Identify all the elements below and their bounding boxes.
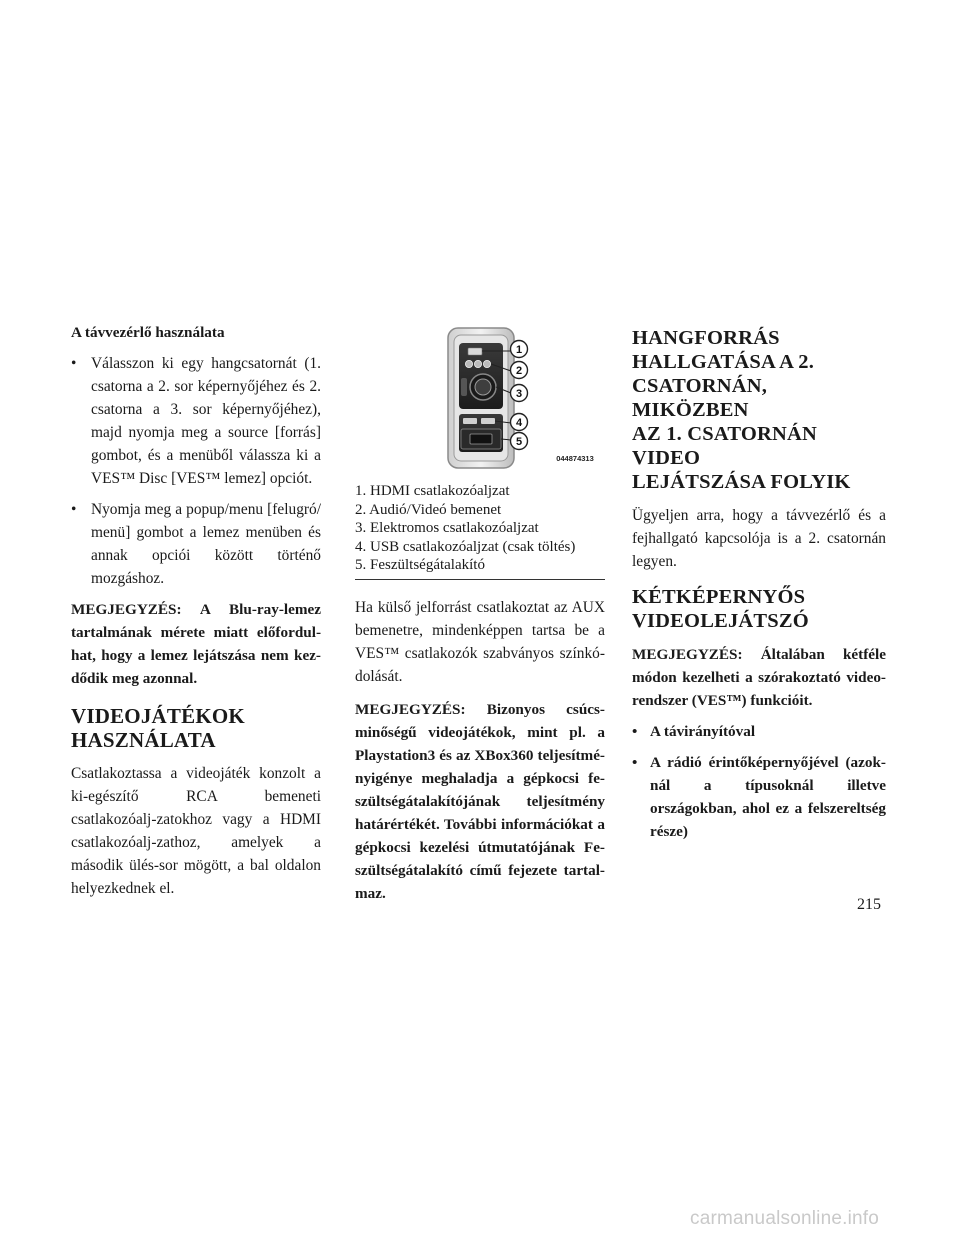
bullet-text: Nyomja meg a popup/menu [felugró/ menü] gombot a lemez menüben és annak opciói között történő mozgáshoz. bbox=[91, 501, 321, 587]
heading-line: HALLGATÁSA A 2. bbox=[632, 351, 815, 373]
heading-line: CSATORNÁN, MIKÖZBEN bbox=[632, 375, 768, 421]
callout-label: 2 bbox=[515, 365, 523, 377]
bullet-text: Válasszon ki egy hangcsatornát (1. csatorna a 2. sor képernyőjéhez és 2. csatorna a 3. sor képernyőjéhez), majd nyomja meg a source [forrás] gombot, és a menüből válassza ki a VES™ Disc [VES™ lemez] opciót. bbox=[91, 355, 321, 487]
caption-item: 3. Elektromos csatlakozóaljzat bbox=[355, 520, 539, 536]
column-middle bbox=[355, 326, 605, 919]
figure-code: 044874313 bbox=[556, 454, 594, 463]
figure-captions bbox=[355, 482, 605, 580]
heading-line: AZ 1. CSATORNÁN VIDEO bbox=[632, 423, 818, 469]
connector-panel-figure bbox=[355, 326, 605, 476]
note-bluray: MEGJEGYZÉS: A Blu-ray-lemez tartalmának mérete miatt előfordul-hat, hogy a lemez lejátszása nem kez-dődik meg azonnal. bbox=[71, 601, 321, 687]
list-item bbox=[632, 720, 886, 743]
heading-line: KÉTKÉPERNYŐS bbox=[632, 586, 806, 608]
bullet-text: A rádió érintőképernyőjével (azok-nál a típusoknál illetve országokban, ahol ez a felszereltség része) bbox=[650, 754, 886, 840]
callout-label: 1 bbox=[515, 344, 523, 356]
heading-line: HANGFORRÁS bbox=[632, 327, 780, 349]
note-ves-control: MEGJEGYZÉS: Általában kétféle módon kezelheti a szórakoztató video-rendszer (VES™) funkcióit. bbox=[632, 646, 886, 709]
connector-panel-illustration bbox=[355, 326, 605, 476]
caption-item: 1. HDMI csatlakozóaljzat bbox=[355, 483, 510, 499]
heading-line: VIDEOLEJÁTSZÓ bbox=[632, 610, 809, 632]
heading-line: VIDEOJÁTÉKOK bbox=[71, 704, 245, 728]
page-number: 215 bbox=[857, 896, 881, 913]
heading-video-games bbox=[71, 704, 321, 752]
bullet-mark: • bbox=[71, 501, 77, 518]
callout-label: 3 bbox=[515, 388, 523, 400]
list-item bbox=[632, 751, 886, 843]
heading-line: HASZNÁLATA bbox=[71, 728, 216, 752]
paragraph-channel-switch: Ügyeljen arra, hogy a távvezérlő és a fejhallgató kapcsolója is a 2. csatornán legyen. bbox=[632, 507, 886, 570]
column-left bbox=[71, 322, 321, 900]
bullet-text: A távirányítóval bbox=[650, 723, 756, 740]
callout-label: 4 bbox=[515, 417, 523, 429]
paragraph-aux-input: Ha külső jelforrást csatlakoztat az AUX bemenetre, mindenképpen tartsa be a VES™ csatlakozók szabványos színkó-dolását. bbox=[355, 598, 605, 685]
paragraph-console-connect: Csatlakoztassa a videojáték konzolt a ki-egészítő RCA bemeneti csatlakozóalj-zatokhoz vagy a HDMI csatlakozóalj-zathoz, amelyek a második ülés-sor mögött, a bal oldalon helyezkednek el. bbox=[71, 765, 321, 897]
list-item bbox=[71, 498, 321, 590]
heading-dual-screen bbox=[632, 585, 886, 633]
note-power-limit: MEGJEGYZÉS: Bizonyos csúcs-minőségű videojátékok, mint pl. a Playstation3 és az XBox360 teljesítmé-nyigénye meghaladja a gépkocsi fe-szültségátalakítójának teljesítmény határértékét. További információkat a gépkocsi kezelési útmutatójának Fe-szültségátalakító című fejezete tartal-maz. bbox=[355, 700, 605, 902]
subheading-remote-use: A távvezérlő használata bbox=[71, 324, 225, 341]
bullet-mark: • bbox=[71, 355, 77, 372]
column-right bbox=[632, 326, 886, 851]
caption-item: 5. Feszültségátalakító bbox=[355, 557, 485, 573]
watermark: carmanualsonline.info bbox=[690, 1208, 880, 1229]
heading-line: LEJÁTSZÁSA FOLYIK bbox=[632, 471, 851, 493]
bullet-mark: • bbox=[632, 723, 638, 740]
caption-item: 4. USB csatlakozóaljzat (csak töltés) bbox=[355, 538, 576, 555]
heading-channel-audio bbox=[632, 326, 886, 494]
callout-label: 5 bbox=[515, 436, 523, 448]
caption-item: 2. Audió/Videó bemenet bbox=[355, 501, 502, 518]
bullet-mark: • bbox=[632, 754, 638, 771]
list-item bbox=[71, 352, 321, 490]
